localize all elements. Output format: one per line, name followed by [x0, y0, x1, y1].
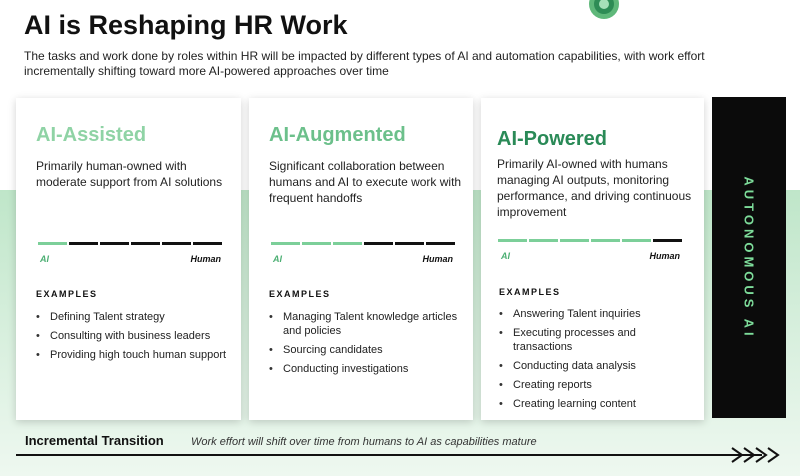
page-title: AI is Reshaping HR Work [24, 10, 348, 40]
scale-segment [560, 239, 589, 242]
scale-segment [69, 242, 98, 245]
example-item: • Creating reports [499, 378, 694, 392]
example-item: • Providing high touch human support [36, 348, 231, 362]
examples-label: EXAMPLES [269, 289, 331, 299]
scale-segment [498, 239, 527, 242]
scale-human-label: Human [422, 254, 453, 264]
scale-human-label: Human [649, 251, 680, 261]
example-item: • Conducting investigations [269, 362, 464, 376]
scale-ai-label: AI [273, 254, 282, 264]
examples-list [499, 307, 694, 416]
card-ai-powered [481, 98, 704, 420]
example-item: • Executing processes and transactions [499, 326, 694, 354]
example-item: • Creating learning content [499, 397, 694, 411]
scale-segment [100, 242, 129, 245]
scale-segment [591, 239, 620, 242]
scale-segment [364, 242, 393, 245]
example-item: • Consulting with business leaders [36, 329, 231, 343]
scale-segment [162, 242, 191, 245]
card-title: AI-Assisted [36, 124, 147, 146]
scale-ai-label: AI [501, 251, 510, 261]
scale-human-label: Human [190, 254, 221, 264]
double-chevron-arrow-icon [728, 445, 788, 465]
examples-label: EXAMPLES [36, 289, 98, 299]
scale-segment [395, 242, 424, 245]
transition-description: Work effort will shift over time from humans to AI as capabilities mature [191, 436, 537, 448]
logo-icon [585, 0, 623, 20]
card-title: AI-Powered [497, 128, 608, 150]
card-ai-augmented [249, 98, 473, 420]
scale-segment [653, 239, 682, 242]
example-item: • Managing Talent knowledge articles and policies [269, 310, 464, 338]
card-title: AI-Augmented [269, 124, 406, 146]
scale-segment [622, 239, 651, 242]
example-item: • Answering Talent inquiries [499, 307, 694, 321]
scale-ai-label: AI [40, 254, 49, 264]
page-subtitle: The tasks and work done by roles within HR will be impacted by different types of AI and automation capabilities, with work effort incrementally shifting toward more AI-powered approaches over time [24, 49, 705, 78]
autonomous-ai-label: AUTONOMOUS AI [741, 175, 757, 340]
card-description: Primarily human-owned with moderate support from AI solutions [36, 159, 223, 189]
example-item: • Defining Talent strategy [36, 310, 231, 324]
scale-segment [333, 242, 362, 245]
examples-list [36, 310, 231, 367]
scale-segment [426, 242, 455, 245]
example-item: • Sourcing candidates [269, 343, 464, 357]
scale-segment [38, 242, 67, 245]
examples-label: EXAMPLES [499, 287, 561, 297]
scale-segment [271, 242, 300, 245]
transition-label: Incremental Transition [25, 433, 164, 448]
card-description: Primarily AI-owned with humans managing AI outputs, monitoring performance, and driving continuous improvement [497, 157, 692, 219]
examples-list [269, 310, 464, 381]
scale-segment [193, 242, 222, 245]
ai-human-scale [38, 242, 222, 245]
ai-human-scale [498, 239, 682, 242]
scale-segment [131, 242, 160, 245]
example-item: • Conducting data analysis [499, 359, 694, 373]
ai-human-scale [271, 242, 455, 245]
transition-arrow-line [16, 454, 762, 456]
card-description: Significant collaboration between humans and AI to execute work with frequent handoffs [269, 159, 462, 205]
card-ai-assisted [16, 98, 241, 420]
scale-segment [302, 242, 331, 245]
autonomous-ai-panel [712, 97, 786, 418]
scale-segment [529, 239, 558, 242]
